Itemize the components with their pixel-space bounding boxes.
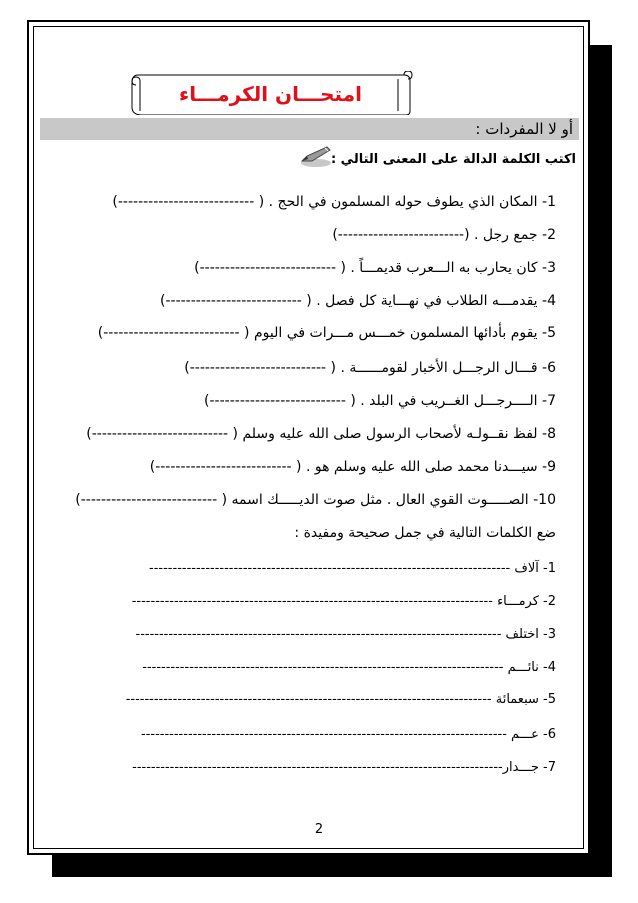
vocab-item-10: 10- الصـــــوت القوي العال . مثل صوت الديـــــك اسمه ( ---------------------------) xyxy=(75,492,556,508)
vocab-item-5: 5- يقوم بأدائها المسلمون خمـــس مـــرات في اليوم ( ---------------------------) xyxy=(97,325,556,341)
vocab-item-3: 3- كان يحارب به الـــعرب قديمـــاً . ( ---------------------------) xyxy=(194,260,556,276)
sentence-item-6: 6- عـــم ------------------------------------------------------------------------------ xyxy=(141,727,556,742)
sentence-item-5: 5- سبعمائة ------------------------------------------------------------------------------ xyxy=(125,692,556,707)
sentence-item-1: 1- آلاف ----------------------------------------------------------------------------- xyxy=(149,561,556,576)
section-heading-bar xyxy=(40,118,579,140)
sentence-item-4: 4- نائـــم ----------------------------------------------------------------------------- xyxy=(142,660,556,675)
page-number: 2 xyxy=(314,822,324,837)
vocab-item-8: 8- لفظ نقــولـه لأصحاب الرسول صلى الله عليه وسلم ( ---------------------------) xyxy=(86,426,556,442)
exam-title: امتحـــان الكرمـــاء xyxy=(179,82,362,106)
vocab-item-2: 2- جمع رجل . (-------------------------) xyxy=(332,227,556,243)
sentence-item-3: 3- اختلف ------------------------------------------------------------------------------ xyxy=(135,627,556,642)
instruction-row xyxy=(331,148,576,171)
vocab-item-1: 1- المكان الذي يطوف حوله المسلمون في الحج . ( ---------------------------) xyxy=(112,194,556,210)
vocab-item-4: 4- يقدمـــه الطلاب في نهـــاية كل فصل . ( ---------------------------) xyxy=(160,293,556,309)
sentence-instruction: ضع الكلمات التالية في جمل صحيحة ومفيدة : xyxy=(294,525,556,541)
sentence-item-7: 7- جـــدار------------------------------------------------------------------------------- xyxy=(132,760,556,775)
vocab-item-7: 7- الــــرجـــل الغــريب في البلد . ( ---------------------------) xyxy=(204,393,556,409)
vocab-item-6: 6- قـــال الرجـــل الأخبار لقومــــــة . ( ---------------------------) xyxy=(184,360,556,376)
title-scroll-banner xyxy=(128,71,413,115)
section-heading-vocabulary: أو لا المفردات : xyxy=(475,120,573,138)
sentence-item-2: 2- كرمـــاء ----------------------------------------------------------------------------- xyxy=(131,594,556,609)
vocab-item-9: 9- سيـــدنا محمد صلى الله عليه وسلم هو . ( ---------------------------) xyxy=(149,459,556,475)
instruction-text: اكتب الكلمة الدالة على المعنى التالي : xyxy=(330,152,576,167)
pencil-icon xyxy=(299,144,333,168)
